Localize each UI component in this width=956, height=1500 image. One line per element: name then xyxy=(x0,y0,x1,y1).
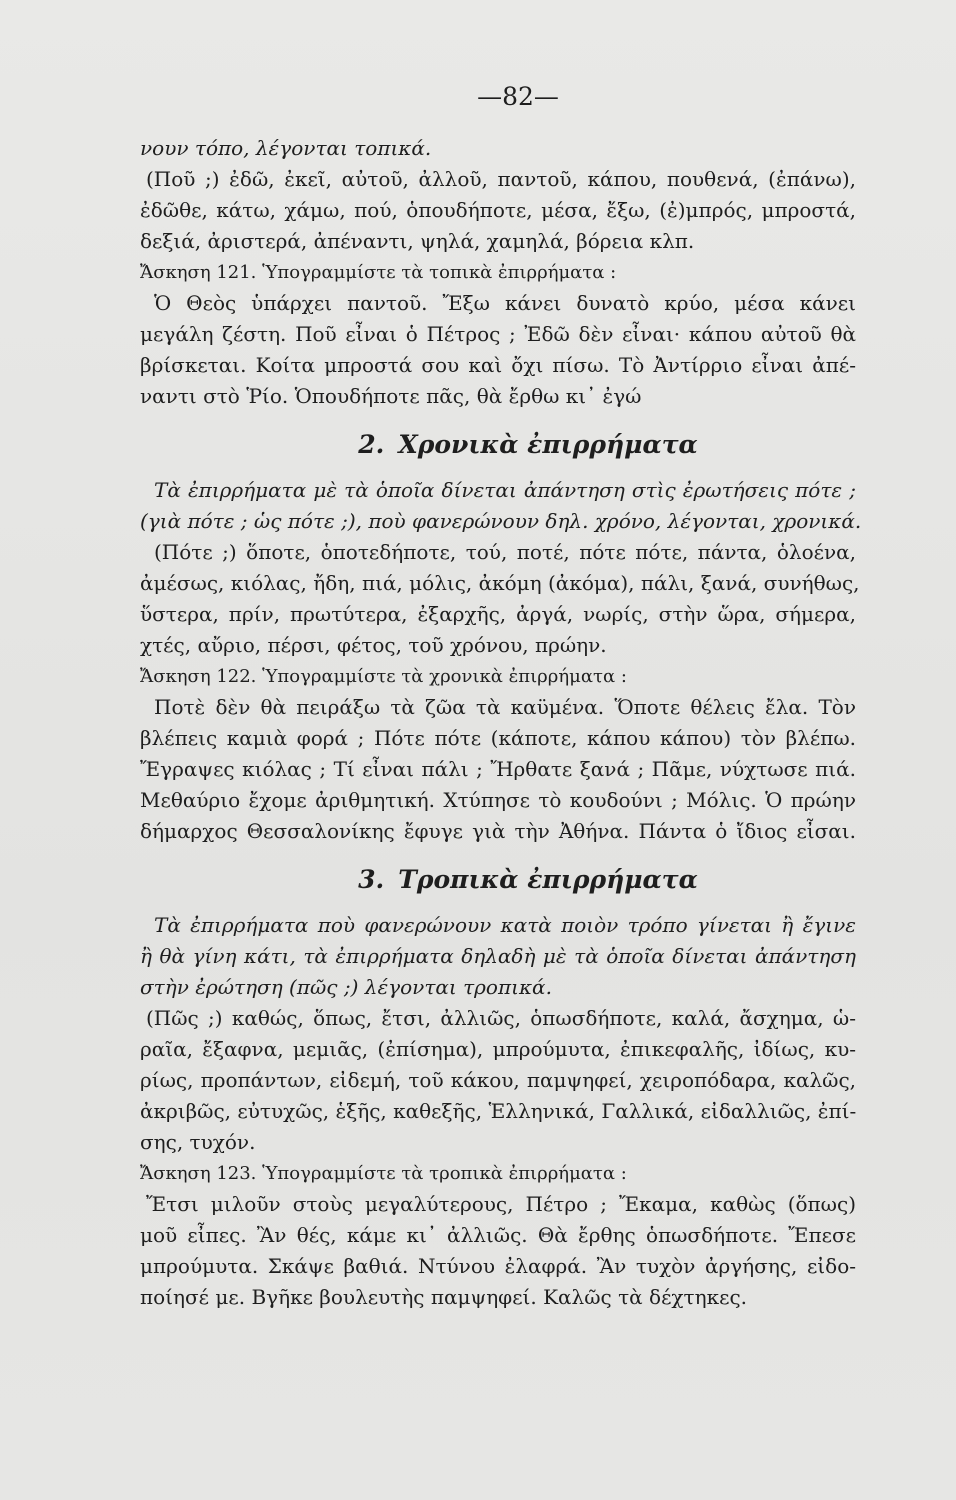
text-line: ἐδῶθε, κάτω, χάμω, πού, ὁπουδήποτε, μέσα, ἔξω, (ἐ)μπρός, μπροστά, xyxy=(140,198,856,222)
text-line: ἢ θὰ γίνη κάτι, τὰ ἐπιρρήματα δηλαδὴ μὲ τὰ ὁποῖα δίνεται ἀπάντηση xyxy=(140,944,856,968)
text-line: (γιὰ πότε ; ὡς πότε ;), ποὺ φανερώνουν δηλ. χρόνο, λέγονται, χρονικά. xyxy=(140,509,862,533)
text-line: ποίησέ με. Βγῆκε βουλευτὴς παμψηφεί. Καλῶς τὰ δέχτηκες. xyxy=(140,1285,748,1309)
text-line: στὴν ἐρώτηση (πῶς ;) λέγονται τροπικά. xyxy=(140,975,552,999)
text-line: βλέπεις καμιὰ φορά ; Πότε πότε (κάποτε, κάπου κάπου) τὸν βλέπω. xyxy=(140,726,856,750)
text-line: μπρούμυτα. Σκάψε βαθιά. Ντύνου ἐλαφρά. Ἂν τυχὸν ἀργήσης, εἰδο- xyxy=(140,1254,856,1278)
text-line: (Ποῦ ;) ἐδῶ, ἐκεῖ, αὐτοῦ, ἀλλοῦ, παντοῦ, κάπου, πουθενά, (ἐπάνω), xyxy=(146,167,856,191)
text-line: ναντι στὸ Ῥίο. Ὁπουδήποτε πᾶς, θὰ ἔρθω κι᾽ ἐγώ xyxy=(140,384,642,408)
text-line: δεξιά, ἀριστερά, ἀπέναντι, ψηλά, χαμηλά, βόρεια κλπ. xyxy=(140,229,695,253)
text-line: (Πῶς ;) καθώς, ὅπως, ἔτσι, ἀλλιῶς, ὁπωσδήποτε, καλά, ἄσχημα, ὡ- xyxy=(146,1006,856,1030)
section-title: Τροπικὰ ἐπιρρήματα xyxy=(398,865,698,894)
exercise-122-label: Ἄσκηση 122. Ὑπογραμμίστε τὰ χρονικὰ ἐπιρρήματα : xyxy=(140,666,627,687)
text-line: μεγάλη ζέστη. Ποῦ εἶναι ὁ Πέτρος ; Ἐδῶ δὲν εἶναι· κάπου αὐτοῦ θὰ xyxy=(140,322,856,346)
text-line: ἀμέσως, κιόλας, ἤδη, πιά, μόλις, ἀκόμη (ἀκόμα), πάλι, ξανά, συνήθως, xyxy=(140,571,860,595)
text-line: ἀκριβῶς, εὐτυχῶς, ἑξῆς, καθεξῆς, Ἑλληνικά, Γαλλικά, εἰδαλλιῶς, ἐπί- xyxy=(140,1099,857,1123)
text-line: Ὁ Θεὸς ὑπάρχει παντοῦ. Ἔξω κάνει δυνατὸ κρύο, μέσα κάνει xyxy=(154,291,856,315)
section-number: 3. xyxy=(358,865,385,894)
text-line: νουν τόπο, λέγονται τοπικά. xyxy=(140,136,432,160)
text-line: Ποτὲ δὲν θὰ πειράξω τὰ ζῶα τὰ καϋμένα. Ὅποτε θέλεις ἔλα. Τὸν xyxy=(154,695,856,719)
text-line: Τὰ ἐπιρρήματα μὲ τὰ ὁποῖα δίνεται ἀπάντηση στὶς ἐρωτήσεις πότε ; xyxy=(154,478,856,502)
text-line: Μεθαύριο ἔχομε ἀριθμητική. Χτύπησε τὸ κουδούνι ; Μόλις. Ὁ πρώην xyxy=(140,788,856,812)
text-line: ὕστερα, πρίν, πρωτύτερα, ἐξαρχῆς, ἀργά, νωρίς, στὴν ὥρα, σήμερα, xyxy=(140,602,856,626)
text-line: Ἔτσι μιλοῦν στοὺς μεγαλύτερους, Πέτρο ; Ἔκαμα, καθὼς (ὅπως) xyxy=(146,1192,856,1216)
page-number: —82— xyxy=(477,82,559,111)
text-line: ρίως, προπάντων, εἰδεμή, τοῦ κάκου, παμψηφεί, χειροπόδαρα, καλῶς, xyxy=(140,1068,856,1092)
section-title: Χρονικὰ ἐπιρρήματα xyxy=(398,430,698,459)
text-line: βρίσκεται. Κοίτα μπροστά σου καὶ ὄχι πίσω. Τὸ Ἀντίρριο εἶναι ἀπέ- xyxy=(140,353,856,377)
text-line: (Πότε ;) ὅποτε, ὁποτεδήποτε, τού, ποτέ, πότε πότε, πάντα, ὁλοένα, xyxy=(154,540,856,564)
text-line: δήμαρχος Θεσσαλονίκης ἔφυγε γιὰ τὴν Ἀθήνα. Πάντα ὁ ἴδιος εἶσαι. xyxy=(140,819,856,843)
text-line: σης, τυχόν. xyxy=(140,1130,256,1154)
text-line: ραῖα, ἔξαφνα, μεμιᾶς, (ἐπίσημα), μπρούμυτα, ἐπικεφαλῆς, ἰδίως, κυ- xyxy=(140,1037,856,1061)
text-line: Ἔγραψες κιόλας ; Τί εἶναι πάλι ; Ἤρθατε ξανά ; Πᾶμε, νύχτωσε πιά. xyxy=(140,757,856,781)
section-number: 2. xyxy=(358,430,385,459)
section-heading-3 xyxy=(140,865,856,894)
text-line: μοῦ εἶπες. Ἂν θές, κάμε κι᾽ ἀλλιῶς. Θὰ ἔρθης ὁπωσδήποτε. Ἔπεσε xyxy=(140,1223,856,1247)
exercise-121-label: Ἄσκηση 121. Ὑπογραμμίστε τὰ τοπικὰ ἐπιρρήματα : xyxy=(140,262,617,283)
text-line: χτές, αὔριο, πέρσι, φέτος, τοῦ χρόνου, πρώην. xyxy=(140,633,607,657)
exercise-123-label: Ἄσκηση 123. Ὑπογραμμίστε τὰ τροπικὰ ἐπιρρήματα : xyxy=(140,1163,627,1184)
section-heading-2 xyxy=(140,430,856,459)
text-line: Τὰ ἐπιρρήματα ποὺ φανερώνουν κατὰ ποιὸν τρόπο γίνεται ἢ ἔγινε xyxy=(154,913,856,937)
